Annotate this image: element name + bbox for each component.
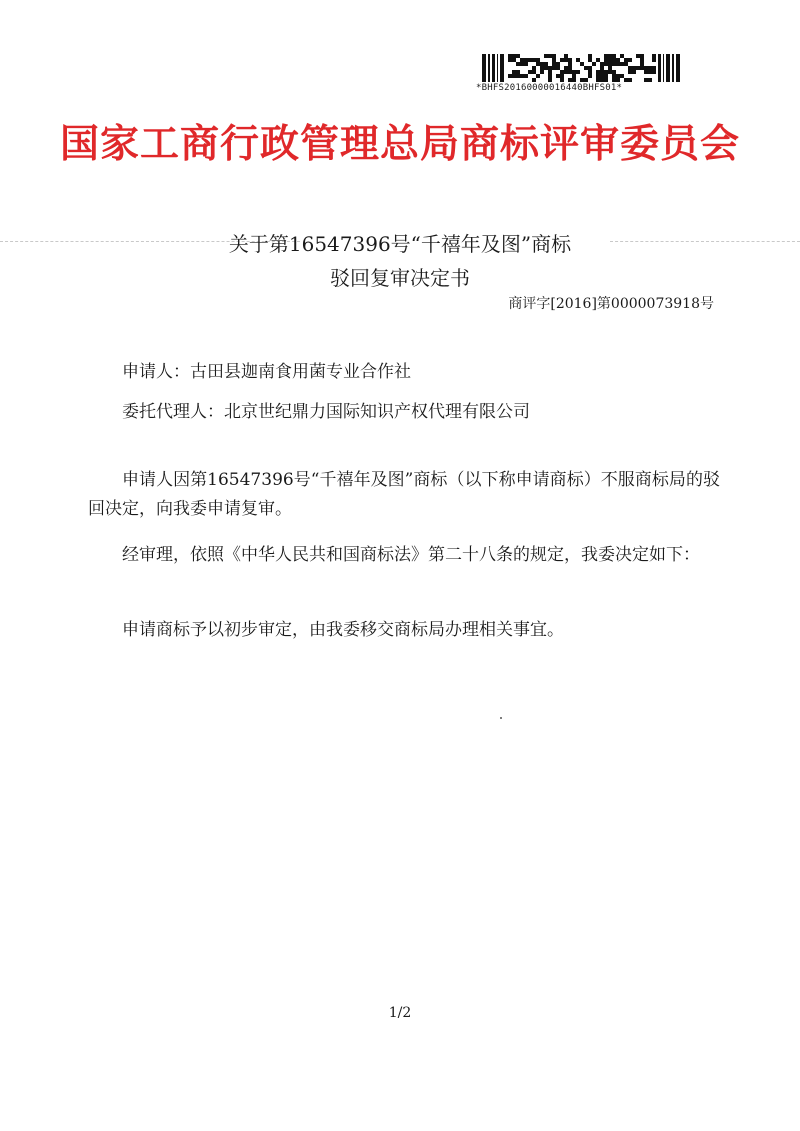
applicant-line: 申请人：古田县迦南食用菌专业合作社: [122, 362, 411, 382]
page-number: 1/2: [388, 1005, 412, 1021]
body-paragraph-1: 申请人因第16547396号“千禧年及图”商标（以下称申请商标）不服商标局的驳回决定，向我委申请复审。: [88, 470, 720, 519]
document-number: 商评字[2016]第0000073918号: [508, 296, 714, 312]
barcode-text: *BHFS20160000016440BHFS01*: [476, 83, 623, 93]
agent-line: 委托代理人：北京世纪鼎力国际知识产权代理有限公司: [122, 402, 530, 422]
scan-speck: [500, 717, 502, 719]
barcode-image: [482, 54, 682, 82]
decision-title-line1: 关于第16547396号“千禧年及图”商标: [228, 232, 572, 256]
body-paragraph-3: 申请商标予以初步审定，由我委移交商标局办理相关事宜。: [122, 620, 564, 640]
body-paragraph-2: 经审理，依照《中华人民共和国商标法》第二十八条的规定，我委决定如下：: [122, 545, 700, 565]
barcode-block: [476, 54, 694, 93]
organization-title: 国家工商行政管理总局商标评审委员会: [59, 122, 740, 167]
decision-title-line2: 驳回复审决定书: [330, 266, 470, 290]
